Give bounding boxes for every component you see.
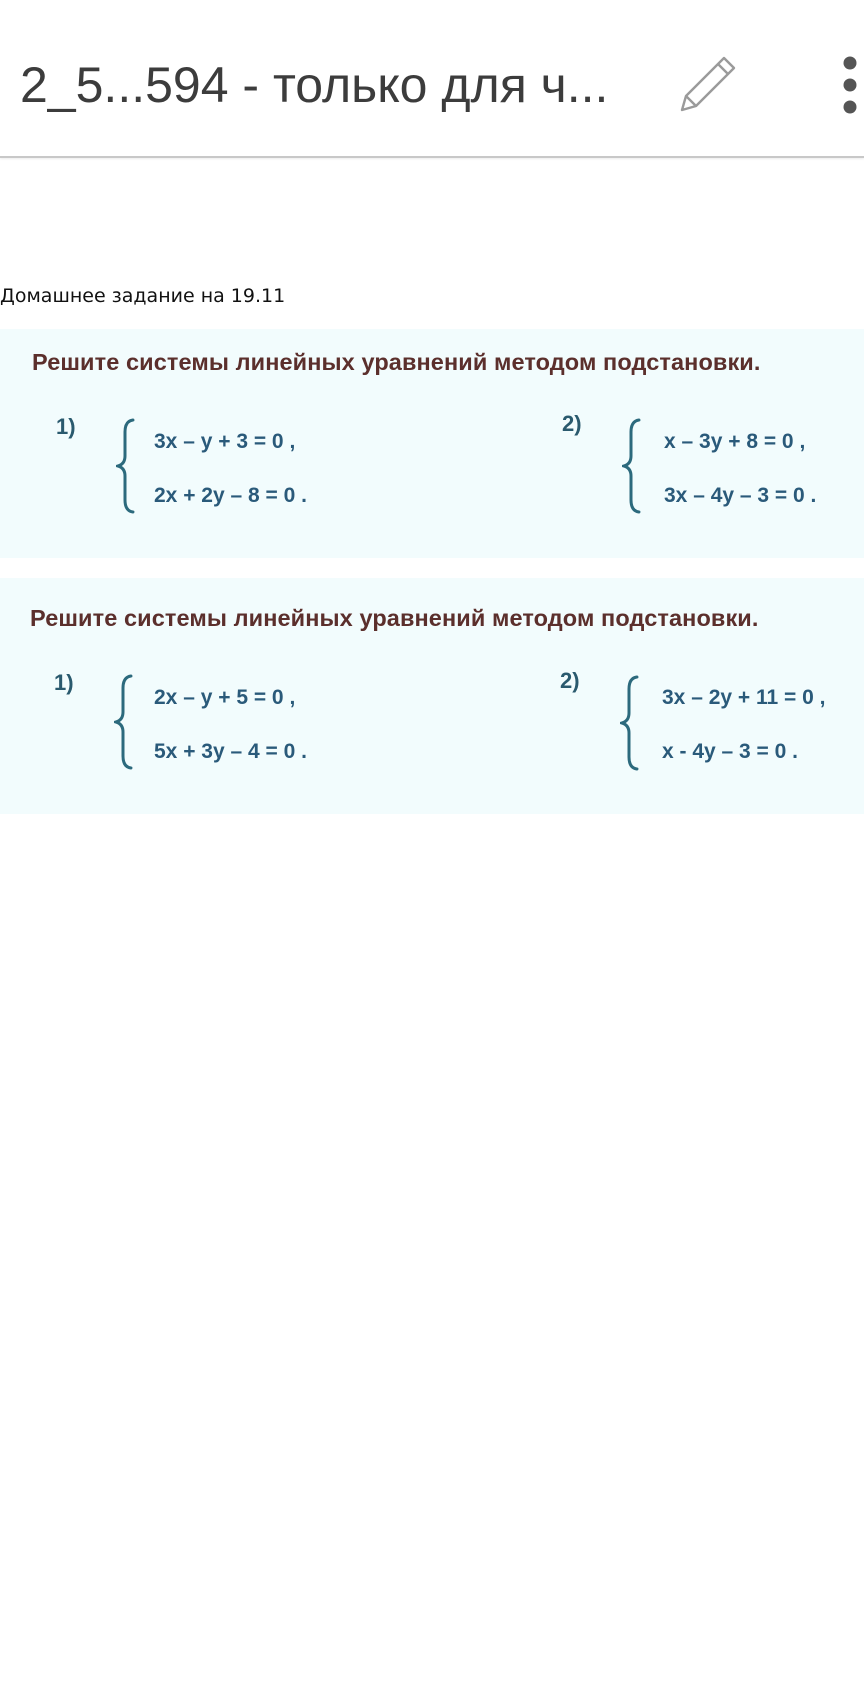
equation: 3x – 4y – 3 = 0 .: [664, 484, 817, 507]
document-title: 2_5...594 - только для ч...: [20, 57, 609, 113]
task-panel: [0, 329, 864, 558]
task-heading: Решите системы линейных уравнений методом подстановки.: [30, 605, 759, 631]
equation: 3x – 2y + 11 = 0 ,: [662, 686, 826, 709]
pencil-icon[interactable]: [676, 52, 740, 116]
equation: 5x + 3y – 4 = 0 .: [154, 740, 307, 763]
equation-system-1: [56, 414, 456, 524]
equation-system-2: [560, 668, 864, 778]
brace-icon: [622, 418, 644, 514]
more-vertical-icon[interactable]: [836, 56, 864, 114]
equation-system-2: [562, 411, 862, 521]
system-number: 2): [562, 411, 582, 436]
brace-icon: [114, 674, 136, 770]
task-panel: [0, 578, 864, 814]
equation: x – 3y + 8 = 0 ,: [664, 430, 806, 453]
brace-icon: [620, 675, 642, 771]
app-toolbar: [0, 0, 864, 158]
equation-system-1: [54, 670, 454, 780]
system-number: 1): [54, 670, 74, 695]
equation: x - 4y – 3 = 0 .: [662, 740, 799, 763]
system-number: 2): [560, 668, 580, 693]
equation: 2x + 2y – 8 = 0 .: [154, 484, 307, 507]
equation: 2x – y + 5 = 0 ,: [154, 686, 296, 709]
equation: 3x – y + 3 = 0 ,: [154, 430, 296, 453]
brace-icon: [116, 418, 138, 514]
homework-label: Домашнее задание на 19.11: [0, 285, 286, 307]
system-number: 1): [56, 414, 76, 439]
task-heading: Решите системы линейных уравнений методом подстановки.: [32, 349, 761, 375]
